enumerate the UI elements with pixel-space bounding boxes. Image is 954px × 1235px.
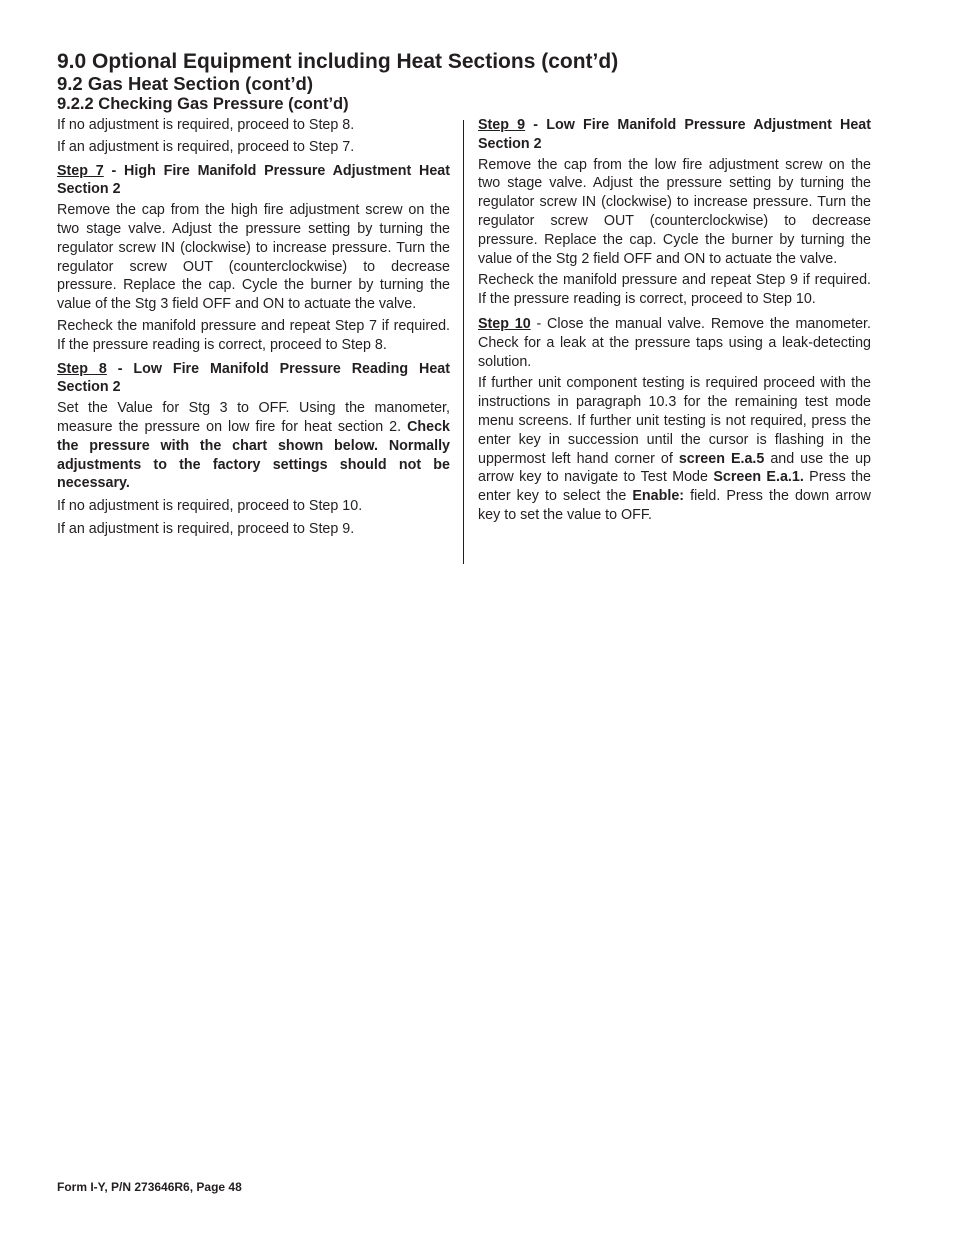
step8-title: - Low Fire Manifold Pressure Reading Heat Section 2: [57, 360, 450, 396]
further-bold-1: screen E.a.5: [678, 450, 765, 467]
step7-number: Step 7: [57, 162, 104, 179]
step9-recheck: Recheck the manifold pressure and repeat Step 9 if required. If the pressure reading is correct, proceed to Step 10.: [478, 272, 871, 308]
step7-title: - High Fire Manifold Pressure Adjustment Heat Section 2: [57, 162, 450, 198]
further-testing-paragraph: [478, 374, 871, 524]
step10-number: Step 10: [478, 315, 531, 332]
right-column: [478, 116, 871, 528]
step7-heading: [57, 162, 450, 200]
left-column: [57, 116, 450, 542]
further-text-4: field. Press the down arrow key to set the value to OFF.: [478, 488, 871, 523]
step9-number: Step 9: [478, 117, 526, 133]
further-text-1: If further unit component testing is required proceed with the instructions in paragraph 10.3 for the remaining test mode menu screens. If further unit testing is not required, press the enter key in succession until the cursor is flashing in the uppermost left hand corner of: [478, 375, 871, 467]
step8-body: [57, 399, 450, 493]
step7-recheck: Recheck the manifold pressure and repeat Step 7 if required. If the pressure reading is correct, proceed to Step 8.: [57, 317, 450, 353]
paragraph-proceed-step10: If no adjustment is required, proceed to Step 10.: [57, 498, 363, 515]
further-bold-2: Screen E.a.1.: [713, 469, 804, 486]
page-footer: Form I-Y, P/N 273646R6, Page 48: [57, 1180, 242, 1194]
step10-paragraph: [478, 315, 871, 371]
step8-heading: [57, 360, 450, 398]
step8-body-bold: Check the pressure with the chart shown below. Normally adjustments to the factory settings should not be necessary.: [57, 418, 450, 492]
subsection-heading: 9.2.2 Checking Gas Pressure (cont’d): [57, 95, 349, 113]
column-divider: [463, 120, 464, 564]
step10-body: - Close the manual valve. Remove the manometer. Check for a leak at the pressure taps using a leak-detecting solution.: [478, 315, 871, 370]
step8-body-text: Set the Value for Stg 3 to OFF. Using the manometer, measure the pressure on low fire for heat section 2.: [57, 400, 450, 435]
step9-title: - Low Fire Manifold Pressure Adjustment Heat Section 2: [478, 117, 872, 152]
paragraph-proceed-step9: If an adjustment is required, proceed to Step 9.: [57, 520, 355, 537]
page-header: [57, 50, 897, 114]
step8-number: Step 8: [57, 360, 107, 377]
paragraph-proceed-step7: If an adjustment is required, proceed to Step 7.: [57, 138, 355, 155]
step9-body: Remove the cap from the low fire adjustment screw on the two stage valve. Adjust the pressure setting by turning the regulator screw IN (clockwise) to increase pressure. Turn the regulator screw OUT (counterclockwise) to decrease pressure. Replace the cap. Cycle the burner by turning the value of the Stg 2 field OFF and ON to actuate the valve.: [478, 156, 871, 267]
paragraph-proceed-step8: If no adjustment is required, proceed to Step 8.: [57, 117, 355, 133]
section-heading: 9.2 Gas Heat Section (cont’d): [57, 73, 313, 94]
page-title: 9.0 Optional Equipment including Heat Sections (cont’d): [57, 50, 619, 73]
step7-body: Remove the cap from the high fire adjustment screw on the two stage valve. Adjust the pressure setting by turning the regulator screw IN (clockwise) to increase pressure. Turn the regulator screw OUT (counterclockwise) to decrease pressure. Replace the cap. Cycle the burner by turning the value of the Stg 3 field OFF and ON to actuate the valve.: [57, 202, 450, 313]
step9-heading: [478, 116, 871, 154]
further-text-3: Press the enter key to select the: [478, 469, 871, 505]
further-text-2: and use the up arrow key to navigate to Test Mode: [478, 450, 871, 486]
further-bold-3: Enable:: [632, 488, 685, 505]
